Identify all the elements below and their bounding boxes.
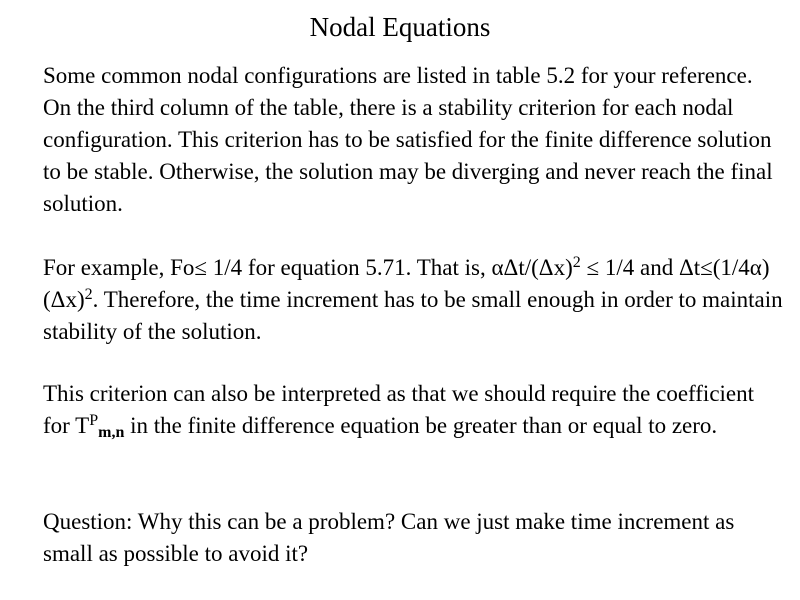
example-text-2: ≤ 1/4 and Δt≤(1/4α)(Δx) [43,255,770,312]
paragraph-question: Question: Why this can be a problem? Can we just make time increment as small as possible to avoid it? [43,509,735,566]
slide-title: Nodal Equations [309,12,491,42]
interpretation-text-1: This criterion can also be interpreted as that we should require the coefficient for T [43,381,755,438]
exponent-2: 2 [84,286,93,303]
subscript-mn: m,n [98,424,125,441]
interpretation-text-2: in the finite difference equation be greater than or equal to zero. [124,413,718,438]
paragraph-example [43,252,783,348]
superscript-p: P [89,412,99,429]
paragraph-interpretation [43,378,783,442]
exponent-1: 2 [572,254,581,271]
example-text-3: . Therefore, the time increment has to be small enough in order to maintain stability of the solution. [43,287,783,344]
example-text-1: For example, Fo≤ 1/4 for equation 5.71. That is, αΔt/(Δx) [43,255,573,280]
paragraph-intro: Some common nodal configurations are listed in table 5.2 for your reference. On the third column of the table, there is a stability criterion for each nodal configuration. This criterion has to be satisfied for the finite difference solution to be stable. Otherwise, the solution may be diverging and never reach the final solution. [43,63,773,216]
